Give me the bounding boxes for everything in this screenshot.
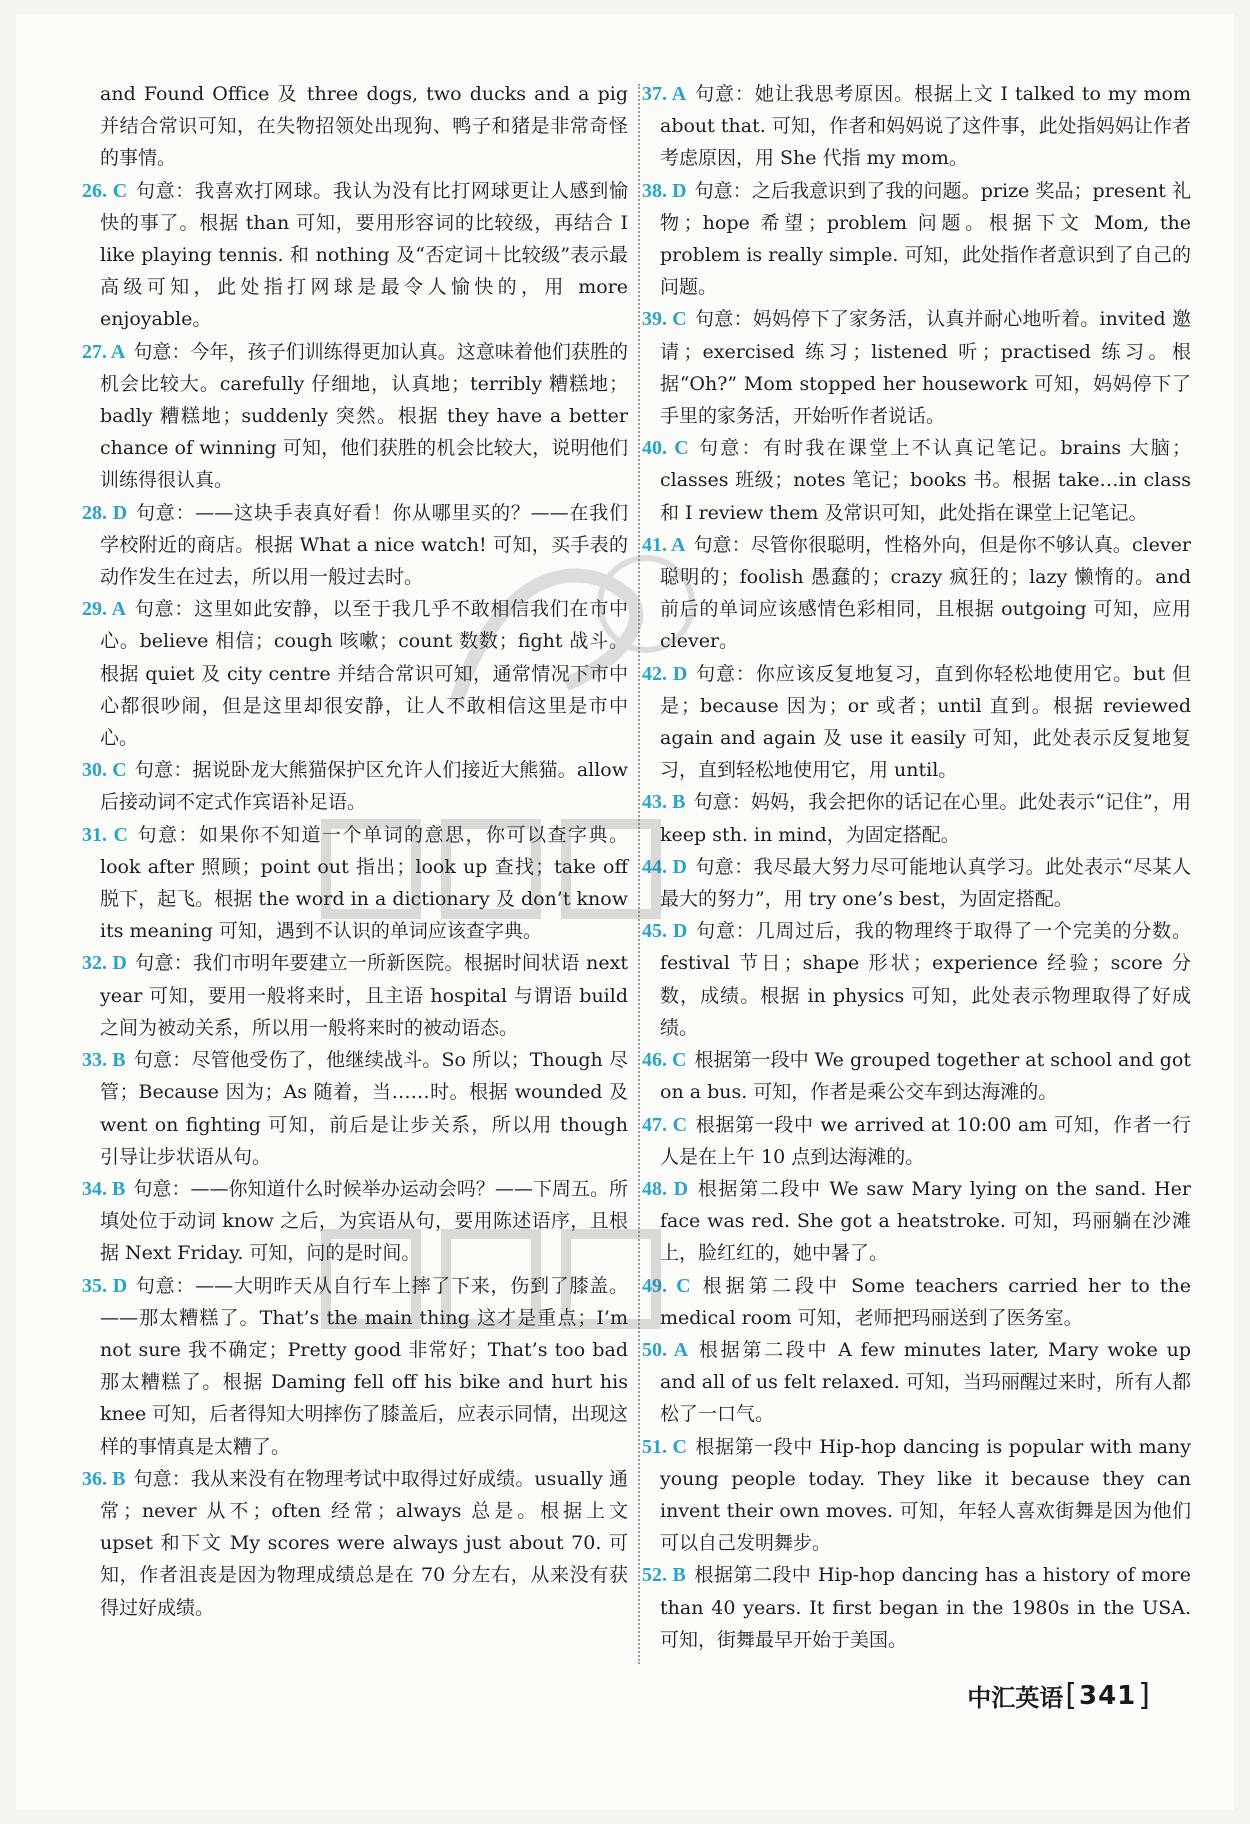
bracket-open: [ [1065,1678,1077,1713]
answer-label: 27. A [82,340,126,363]
page-number: 341 [1079,1680,1137,1711]
answer-label: 33. B [82,1049,126,1072]
answer-label: 38. D [642,179,687,202]
answer-explanation: 句意：——你知道什么时候举办运动会吗？——下周五。所填处位于动词 know 之后，为宾语从句，要用陈述语序，且根据 Next Friday. 可知，问的是时间。 [100,1177,628,1265]
answer-explanation: 句意：今年，孩子们训练得更加认真。这意味着他们获胜的机会比较大。carefully 仔细地，认真地；terribly 糟糕地；badly 糟糕地；suddenly 突然。根据 they have a better chance of winning 可知，他们获胜的机会比较大，说明他们训练得很认真。 [100,340,628,492]
answer-explanation: 根据第二段中 Some teachers carried her to the medical room 可知，老师把玛丽送到了医务室。 [660,1274,1191,1329]
answer-explanation: 根据第二段中 We saw Mary lying on the sand. Her face was red. She got a heatstroke. 可知，玛丽躺在沙滩上，脸红红的，她中暑了。 [660,1177,1191,1265]
answer-entry [82,1173,628,1270]
answer-explanation: 句意：据说卧龙大熊猫保护区允许人们接近大熊猫。allow 后接动词不定式作宾语补足语。 [100,759,629,814]
answer-label: 39. C [642,308,687,331]
answer-entry [82,1044,628,1173]
answer-entry [642,658,1191,787]
answer-entry [642,1431,1191,1560]
answer-label: 26. C [82,179,128,202]
answer-label: 31. C [82,823,128,846]
answer-label: 49. C [642,1274,691,1297]
answer-explanation: 句意：如果你不知道一个单词的意思，你可以查字典。look after 照顾；point out 指出；look up 查找；take off 脱下，起飞。根据 the word in a dictionary 及 don’t know its meaning 可知，遇到不认识的单词应该查字典。 [100,823,628,943]
answer-explanation: 句意：尽管你很聪明，性格外向，但是你不够认真。clever 聪明的；foolish 愚蠢的；crazy 疯狂的；lazy 懒惰的。and 前后的单词应该感情色彩相同，且根据 outgoing 可知，应用 clever。 [660,533,1191,653]
answer-label: 40. C [642,437,689,460]
right-column [642,78,1192,1656]
answer-label: 35. D [82,1274,128,1297]
answer-explanation: 句意：我们市明年要建立一所新医院。根据时间状语 next year 可知，要用一般将来时，且主语 hospital 与谓语 build 之间为被动关系，所以用一般将来时的被动语态。 [100,952,628,1039]
answer-label: 46. C [642,1049,687,1072]
answer-explanation: 句意：这里如此安静，以至于我几乎不敢相信我们在市中心。believe 相信；cough 咳嗽；count 数数；fight 战斗。根据 quiet 及 city centre 并结合常识可知，通常情况下市中心都很吵闹，但是这里却很安静，让人不敢相信这里是市中心。 [100,598,628,750]
answer-entry [642,915,1191,1044]
answer-explanation: 句意：几周过后，我的物理终于取得了一个完美的分数。festival 节日；shape 形状；experience 经验；score 分数，成绩。根据 in physics 可知，此处表示物理取得了好成绩。 [660,920,1191,1039]
answer-explanation: 句意：之后我意识到了我的问题。prize 奖品；present 礼物；hope 希望；problem 问题。根据下文 Mom, the problem is really simple. 可知，此处指作者意识到了自己的问题。 [660,179,1192,299]
answer-explanation: 根据第一段中 Hip-hop dancing is popular with many young people today. They like it because they can invent their own moves. 可知，年轻人喜欢街舞是因为他们可以自己发明舞步。 [660,1435,1191,1555]
answer-label: 30. C [82,759,127,782]
answer-explanation: 句意：有时我在课堂上不认真记笔记。brains 大脑；classes 班级；notes 笔记；books 书。根据 take…in class 和 I review them 及常识可知，此处指在课堂上记笔记。 [660,437,1191,524]
answer-entry [642,1044,1191,1108]
answer-label: 48. D [642,1177,689,1200]
answer-explanation: 句意：妈妈，我会把你的话记在心里。此处表示“记住”，用 keep sth. in mind，为固定搭配。 [660,791,1192,846]
answer-label: 32. D [82,952,127,975]
answer-label: 29. A [82,598,127,621]
answer-entry [642,1270,1191,1334]
answer-label: 45. D [642,920,688,943]
answer-entry [642,786,1192,850]
book-title: 中汇英语 [967,1684,1064,1712]
answer-explanation: 句意：我喜欢打网球。我认为没有比打网球更让人感到愉快的事了。根据 than 可知，要用形容词的比较级，再结合 I like playing tennis. 和 nothing 及“否定词＋比较级”表示最高级可知，此处指打网球是最令人愉快的，用 more enjoyable。 [100,179,628,331]
answer-label: 52. B [642,1564,686,1587]
answer-entry [82,819,628,948]
answer-explanation: 句意：妈妈停下了家务活，认真并耐心地听着。invited 邀请；exercised 练习；listened 听；practised 练习。根据“Oh?” Mom stopped her housework 可知，妈妈停下了手里的家务活，开始听作者说话。 [660,308,1191,428]
answer-explanation: 句意：你应该反复地复习，直到你轻松地使用它。but 但是；because 因为；or 或者；until 直到。根据 reviewed again and again 及 use it easily 可知，此处表示反复地复习，直到轻松地使用它，用 until。 [660,662,1191,782]
answer-entry [82,1463,628,1624]
answer-explanation: 根据第一段中 We grouped together at school and got on a bus. 可知，作者是乘公交车到达海滩的。 [660,1049,1191,1104]
answer-explanation: 句意：我尽最大努力尽可能地认真学习。此处表示“尽某人最大的努力”，用 try one’s best，为固定搭配。 [660,855,1191,911]
answer-entry [82,947,628,1044]
answer-entry [642,1173,1191,1270]
answer-explanation: 根据第二段中 A few minutes later, Mary woke up and all of us felt relaxed. 可知，当玛丽醒过来时，所有人都松了一口气。 [660,1338,1192,1426]
answer-explanation: 根据第一段中 we arrived at 10:00 am 可知，作者一行人是在上午 10 点到达海滩的。 [660,1113,1191,1168]
answer-entry [82,593,628,754]
answer-entry [82,497,628,594]
answer-entry [642,851,1191,915]
answer-label: 37. A [642,83,687,105]
page-footer [967,1678,1150,1713]
answer-entry-continued [100,78,628,175]
answer-label: 36. B [82,1467,126,1490]
answer-label: 41. A [642,533,686,556]
answer-explanation: 句意：——这块手表真好看！你从哪里买的？——在我们学校附近的商店。根据 What a nice watch! 可知，买手表的动作发生在过去，所以用一般过去时。 [100,501,628,589]
answer-entry [642,529,1191,658]
answer-label: 34. B [82,1177,126,1200]
answer-label: 50. A [642,1338,689,1361]
answer-explanation: and Found Office 及 three dogs, two ducks and a pig 并结合常识可知，在失物招领处出现狗、鸭子和猪是非常奇怪的事情。 [100,83,628,170]
answer-label: 47. C [642,1113,688,1136]
answer-entry [642,303,1191,432]
answer-entry [642,78,1192,175]
page [16,14,1234,1810]
answer-label: 51. C [642,1435,687,1458]
answer-entry [642,1559,1192,1656]
answer-explanation: 句意：她让我思考原因。根据上文 I talked to my mom about that. 可知，作者和妈妈说了这件事，此处指妈妈让作者考虑原因，用 She 代指 my mom。 [660,83,1192,170]
answer-entry [642,175,1192,304]
answer-entry [642,1109,1191,1173]
answer-explanation: 根据第二段中 Hip-hop dancing has a history of more than 40 years. It first began in the 1980s in the USA. 可知，街舞最早开始于美国。 [660,1564,1192,1651]
answer-entry [82,1270,628,1463]
answer-explanation: 句意：——大明昨天从自行车上摔了下来，伤到了膝盖。——那太糟糕了。That’s the main thing 这才是重点；I’m not sure 我不确定；Pretty good 非常好；That’s too bad 那太糟糕了。根据 Daming fell off his bike and hurt his knee 可知，后者得知大明摔伤了膝盖后，应表示同情，出现这样的事情真是太糟了。 [100,1274,628,1458]
answer-entry [82,175,628,336]
left-column [82,78,629,1624]
answer-entry [642,1334,1192,1431]
answer-explanation: 句意：我从来没有在物理考试中取得过好成绩。usually 通常；never 从不；often 经常；always 总是。根据上文 upset 和下文 My scores were always just about 70. 可知，作者沮丧是因为物理成绩总是在 70 分左右，从来没有获得过好成绩。 [100,1467,628,1619]
answer-label: 44. D [642,855,687,878]
answer-label: 28. D [82,501,128,524]
column-divider [638,84,640,1664]
answer-label: 43. B [642,791,686,814]
answer-entry [82,336,628,497]
answer-explanation: 句意：尽管他受伤了，他继续战斗。So 所以；Though 尽管；Because 因为；As 随着，当……时。根据 wounded 及 went on fighting 可知，前后是让步关系，所以用 though 引导让步状语从句。 [100,1049,628,1168]
answer-label: 42. D [642,662,688,685]
bracket-close: ] [1138,1678,1150,1713]
answer-entry [82,754,629,818]
answer-entry [642,432,1191,529]
